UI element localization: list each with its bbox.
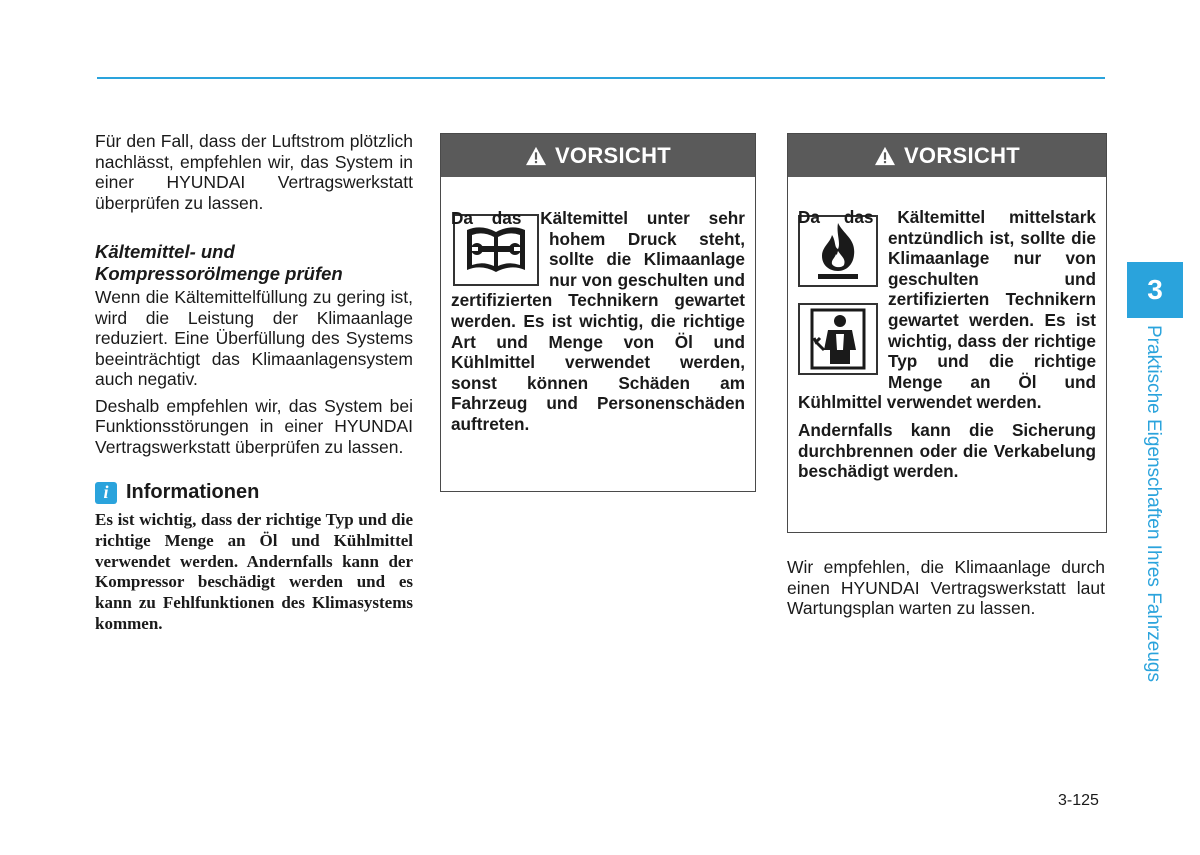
info-icon: i	[95, 482, 117, 504]
caution-icons	[798, 215, 878, 375]
caution-title: VORSICHT	[554, 142, 672, 168]
intro-paragraph: Für den Fall, dass der Luftstrom plötzlich nachlässt, empfehlen wir, das System in einer HYUNDAI Vertragswerkstatt überprüfen zu lassen.	[95, 131, 413, 213]
section-heading	[95, 241, 413, 285]
section-heading-line1: Kältemittel- und	[95, 241, 235, 262]
warning-triangle-icon	[525, 146, 547, 166]
caution-header	[788, 134, 1106, 177]
caution-text: Da das Kältemittel unter sehr hohem Druck steht, sollte die Klimaanlage nur von geschulten und zertifizierten Technikern gewartet werden. Es ist wichtig, die richtige Art und Menge von Öl und Kühlmittel verwendet werden, sonst können Schäden am Fahrzeug und Personenschäden auftreten.	[451, 208, 745, 434]
maintenance-paragraph: Wir empfehlen, die Klimaanlage durch einen HYUNDAI Vertragswerkstatt laut Wartungsplan warten zu lassen.	[787, 557, 1105, 618]
technician-icon	[798, 303, 878, 375]
chapter-title: Praktische Eigenschaften Ihres Fahrzeugs	[1143, 325, 1164, 682]
caution-body	[788, 177, 1106, 494]
info-title: Informationen	[126, 481, 260, 503]
paragraph-refrigerant: Wenn die Kältemittelfüllung zu gering ist, wird die Leistung der Klimaanlage reduziert. Eine Überfüllung des Systems beeinträchtigt das Klimaanlagensystem auch negativ.	[95, 287, 413, 389]
paragraph-recommendation: Deshalb empfehlen wir, das System bei Funktionsstörungen in einer HYUNDAI Vertragswerkstatt überprüfen zu lassen.	[95, 395, 413, 457]
caution-text: Da das Kältemittel mittelstark entzündlich ist, sollte die Klimaanlage nur von geschulten und zertifizierten Technikern gewartet werden. Es ist wichtig, dass der richtige Typ und die richtige Menge an Öl und Kühlmittel verwendet werden.	[798, 207, 1096, 413]
caution-box-pressure	[440, 133, 756, 492]
info-body: Es ist wichtig, dass der richtige Typ und die richtige Menge an Öl und Kühlmittel verwendet werden. Andernfalls kann der Kompressor beschädigt werden und es kann zu Fehlfunktionen des Klimasystems kommen.	[95, 510, 413, 633]
caution-body	[441, 177, 755, 447]
right-column-paragraph-wrap	[787, 557, 1105, 619]
warning-triangle-icon	[874, 146, 896, 166]
top-rule	[97, 77, 1105, 79]
chapter-tab: 3	[1127, 262, 1183, 318]
caution-title: VORSICHT	[903, 142, 1021, 168]
caution-header	[441, 134, 755, 177]
caution-text-2: Andernfalls kann die Sicherung durchbrennen oder die Verkabelung beschädigt werden.	[798, 419, 1096, 482]
left-column	[95, 131, 413, 635]
caution-box-flammable	[787, 133, 1107, 533]
section-heading-line2: Kompressorölmenge prüfen	[95, 263, 343, 284]
page-number: 3-125	[1058, 792, 1099, 809]
info-heading	[95, 481, 413, 504]
